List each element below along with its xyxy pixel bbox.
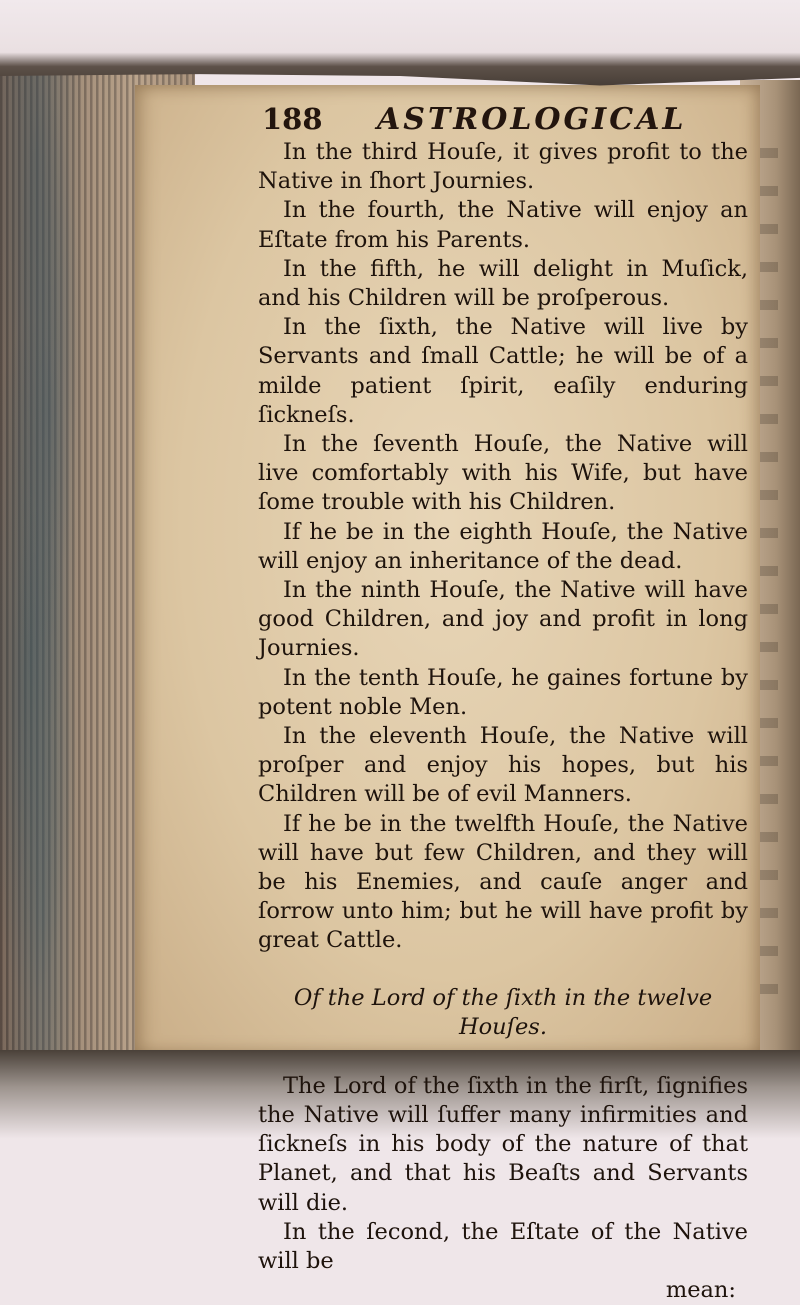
section-heading-line-2: Houſes. <box>458 1013 547 1040</box>
paragraph-ninth-house: In the ninth Houſe, the Native will have good Children, and joy and profit in long Journies. <box>258 577 748 662</box>
paragraph-seventh-house: In the ſeventh Houſe, the Native will live comfortably with his Wife, but have ſome trouble with his Children. <box>258 431 748 516</box>
running-head: ASTROLOGICAL <box>377 102 687 137</box>
paragraph-eleventh-house: In the eleventh Houſe, the Native will proſper and enjoy his hopes, but his Children will be of evil Manners. <box>258 723 748 808</box>
paragraph-twelfth-house: If he be in the twelfth Houſe, the Native will have but few Children, and they will be his Enemies, and cauſe anger and ſorrow unto him; but he will have profit by great Cattle. <box>258 810 748 954</box>
page-header <box>262 102 732 142</box>
section-heading-line-1: Of the Lord of the ſixth in the twelve <box>293 984 713 1011</box>
paragraph-lord-sixth-first: The Lord of the ſixth in the firſt, ſignifies the Native will ſuffer many infirmities and ſickneſs in his body of the nature of that Planet, and that his Beaſts and Servants will die. <box>258 1072 748 1216</box>
paragraph-lord-sixth-second: In the ſecond, the Eſtate of the Native will be <box>258 1218 748 1274</box>
page-body <box>258 138 748 1305</box>
paragraph-fourth-house: In the fourth, the Native will enjoy an Eſtate from his Parents. <box>258 197 748 253</box>
paragraph-third-house: In the third Houſe, it gives profit to the Native in ſhort Journies. <box>258 139 748 195</box>
paragraph-fifth-house: In the fifth, he will delight in Muſick, and his Children will be proſperous. <box>258 255 748 312</box>
paragraph-sixth-house: In the ſixth, the Native will live by Servants and ſmall Cattle; he will be of a milde patient ſpirit, eaſily enduring ſickneſs. <box>258 314 748 428</box>
paragraph-tenth-house: In the tenth Houſe, he gaines fortune by potent noble Men. <box>258 664 748 720</box>
page-number: 188 <box>262 102 323 136</box>
catchword: mean: <box>665 1277 736 1304</box>
facing-pages-stain <box>0 60 120 1060</box>
section-heading <box>258 984 748 1042</box>
paragraph-eighth-house: If he be in the eighth Houſe, the Native will enjoy an inheritance of the dead. <box>258 518 748 574</box>
bleed-through-text <box>760 120 778 1020</box>
